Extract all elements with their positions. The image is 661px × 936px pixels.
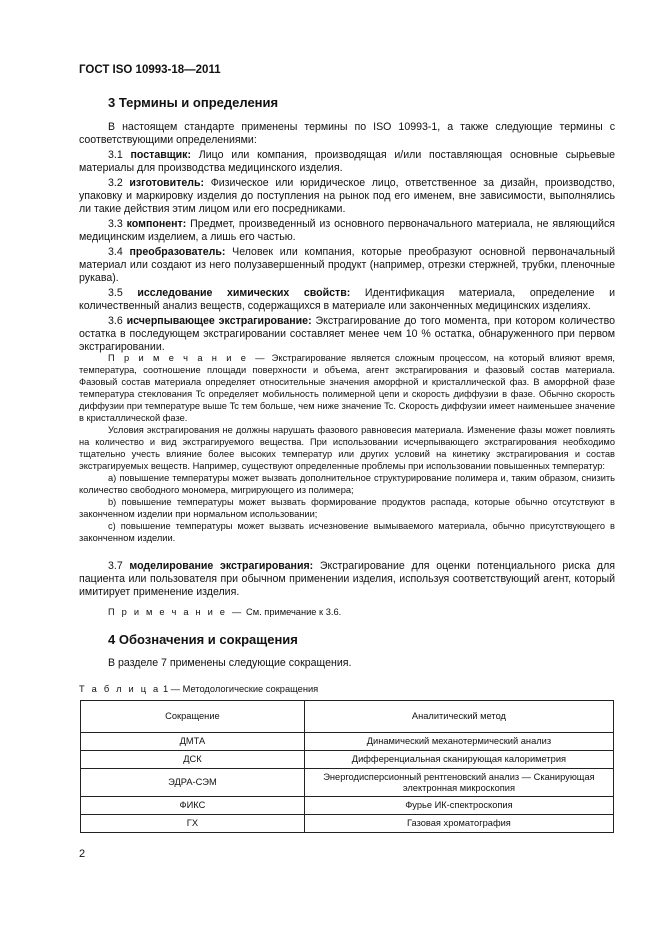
term-3-2: 3.2 изготовитель: Физическое или юридическое лицо, ответственное за дизайн, производство, упаковку и маркировку изделия до поступления на рынок под его именем, вне зависимости, выполнялись ли такие действия этим лицом или его посредниками. — [79, 177, 615, 215]
table-row — [81, 797, 614, 815]
column-header-abbreviation: Сокращение — [81, 701, 305, 733]
term-3-7-block — [79, 560, 615, 599]
document-header: ГОСТ ISO 10993-18—2011 — [79, 64, 221, 76]
table-cell: Энергодисперсионный рентгеновский анализ — Сканирующая электронная микроскопия — [304, 769, 613, 797]
note-label: П р и м е ч а н и е — — [108, 607, 244, 617]
term-3-3: 3.3 компонент: Предмет, произведенный из основного первоначального материала, не являющийся медицинским изделием, а лишь его частью. — [79, 218, 615, 243]
table-cell: Динамический механотермический анализ — [304, 733, 613, 751]
note-paragraph-2: Условия экстрагирования не должны нарушать фазового равновесия материала. Изменение фазы может повлиять на количество и вид экстрагируемого вещества. При использовании исчерпывающего экстрагирования необходимо тщательно учесть влияние более высоких температур или других условий на кинетику экстрагирования и состав экстрагируемых веществ. Например, существуют определенные проблемы при использовании повышенных температур: — [79, 425, 615, 471]
table-cell: ФИКС — [81, 797, 305, 815]
table-cell: ЭДРА-СЭМ — [81, 769, 305, 797]
table-row — [81, 733, 614, 751]
note-paragraph-1: П р и м е ч а н и е — Экстрагирование является сложным процессом, на который влияют время, температура, соотношение площади поверхности и объема, агент экстрагирования и фазовый состав материала. Фазовый состав материала определяет относительные значения аморфной и кристаллической фаз. В аморфной фазе температура стеклования Tc определяет мобильность полимерной цепи и скорость диффузии в фазе. Обычно скорость диффузии при температуре выше Tc тем больше, чем ниже значение Tc. Скорость диффузии имеет наименьшее значение в кристаллической фазе. — [79, 353, 615, 423]
note-item-c: c) повышение температуры может вызвать исчезновение вымываемого материала, обычно присутствующего в законченном изделии. — [79, 521, 615, 543]
table-cell: ДМТА — [81, 733, 305, 751]
section-3-intro: В настоящем стандарте применены термины по ISO 10993-1, а также следующие термины с соответствующими определениями: — [79, 121, 615, 146]
table-cell: ГХ — [81, 815, 305, 833]
table-cell: Фурье ИК-спектроскопия — [304, 797, 613, 815]
section-4-title: 4 Обозначения и сокращения — [108, 632, 298, 647]
section-3-title: 3 Термины и определения — [108, 95, 279, 110]
table-caption: Т а б л и ц а 1 — Методологические сокращения — [79, 684, 319, 694]
section-4-body — [79, 657, 615, 670]
column-header-method: Аналитический метод — [304, 701, 613, 733]
note-3-7 — [79, 606, 615, 618]
page-number: 2 — [79, 848, 86, 860]
table-cell: Газовая хроматография — [304, 815, 613, 833]
table-cell: Дифференциальная сканирующая калориметрия — [304, 751, 613, 769]
term-3-4: 3.4 преобразователь: Человек или компания, которые преобразуют основной первоначальный материал или создают из него полузавершенный продукт (например, отрезки стержней, трубки, пленочные рукава). — [79, 246, 615, 284]
note-3-6 — [79, 352, 615, 544]
table-row — [81, 751, 614, 769]
term-3-1: 3.1 поставщик: Лицо или компания, производящая и/или поставляющая основные сырьевые материалы для производства медицинского изделия. — [79, 149, 615, 174]
section-3-body — [79, 121, 615, 354]
section-4-intro: В разделе 7 применены следующие сокращения. — [108, 657, 352, 669]
term-3-5: 3.5 исследование химических свойств: Идентификация материала, определение и количественный анализ веществ, содержащихся в материале или законченных медицинских изделиях. — [79, 287, 615, 312]
note-text: См. примечание к 3.6. — [243, 607, 342, 617]
table-row — [81, 815, 614, 833]
table-cell: ДСК — [81, 751, 305, 769]
table-header-row — [81, 701, 614, 733]
table-row — [81, 769, 614, 797]
abbreviations-table — [80, 700, 614, 833]
note-item-b: b) повышение температуры может вызвать формирование продуктов распада, которые обычно отсутствуют в законченном изделии при нормальном использовании; — [79, 497, 615, 519]
term-3-6: 3.6 исчерпывающее экстрагирование: Экстрагирование до того момента, при котором количество остатка в последующем экстрагировании составляет менее чем 10 % остатка, обнаруженного при первом экстрагировании. — [79, 315, 616, 353]
note-item-a: a) повышение температуры может вызвать дополнительное структурирование полимера и, таким образом, снизить количество свободного мономера, мигрирующего из полимера; — [79, 473, 615, 495]
term-3-7: 3.7 моделирование экстрагирования: Экстрагирование для оценки потенциального риска для пациента или пользователя при обычном применении изделия, используя соответствующий агент, который имитирует применение изделия. — [79, 560, 616, 598]
